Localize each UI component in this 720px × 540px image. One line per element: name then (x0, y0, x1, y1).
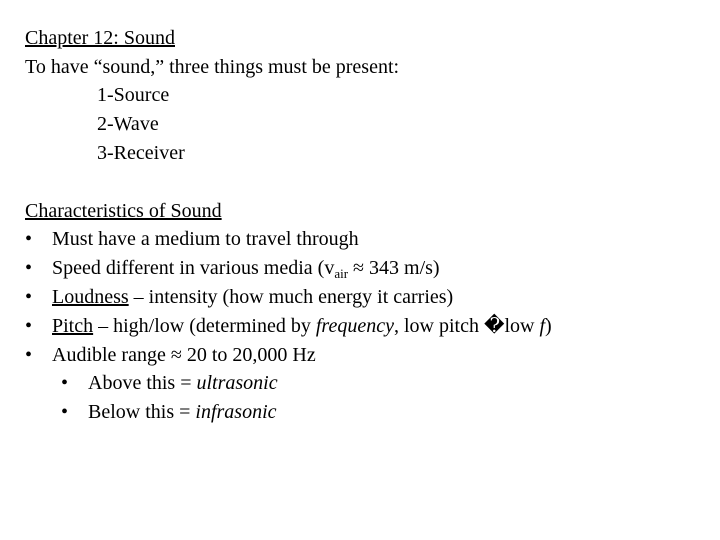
sub-bullet-text: Below this = (88, 401, 196, 423)
bullet-text: – high/low (determined by (93, 315, 316, 337)
term-infrasonic: infrasonic (195, 401, 277, 423)
subscript-air: air (334, 266, 349, 281)
sub-bullet-ultrasonic (61, 371, 278, 395)
term-loudness: Loudness (52, 286, 129, 308)
sub-bullet-infrasonic (61, 400, 277, 424)
bullet-item-loudness (25, 285, 453, 309)
bullet-text: Speed different in various media (v (52, 257, 335, 279)
bullet-text-mid: , low pitch (393, 315, 484, 337)
bullet-icon: • (25, 257, 33, 279)
bullet-text-end: ≈ 343 m/s) (348, 257, 440, 279)
bullet-text: Audible range ≈ 20 to 20,000 Hz (52, 344, 316, 366)
term-ultrasonic: ultrasonic (196, 372, 278, 394)
bullet-text-low: low (504, 315, 540, 337)
term-frequency: frequency (315, 315, 394, 337)
bullet-icon: • (25, 315, 33, 337)
section-heading: Characteristics of Sound (25, 200, 222, 222)
bullet-item-audible-range (25, 343, 316, 367)
bullet-icon: • (61, 401, 69, 423)
requirement-item-receiver: 3-Receiver (97, 142, 185, 164)
bullet-icon: • (25, 286, 33, 308)
requirement-item-wave: 2-Wave (97, 113, 159, 135)
bullet-item-pitch (25, 314, 552, 338)
sub-bullet-text: Above this = (88, 372, 197, 394)
bullet-icon: • (25, 228, 33, 250)
requirement-item-source: 1-Source (97, 84, 170, 106)
bullet-icon: • (61, 372, 69, 394)
bullet-text: – intensity (how much energy it carries) (128, 286, 454, 308)
term-f: f (539, 315, 546, 337)
bullet-item-speed (25, 256, 440, 286)
bullet-item-medium (25, 227, 359, 251)
intro-text: To have “sound,” three things must be present: (25, 56, 400, 78)
page-title: Chapter 12: Sound (25, 27, 175, 49)
bullet-text: Must have a medium to travel through (52, 228, 359, 250)
arrow-glyph-icon: � (483, 315, 505, 337)
bullet-icon: • (25, 344, 33, 366)
term-pitch: Pitch (52, 315, 94, 337)
bullet-text-close: ) (545, 315, 552, 337)
